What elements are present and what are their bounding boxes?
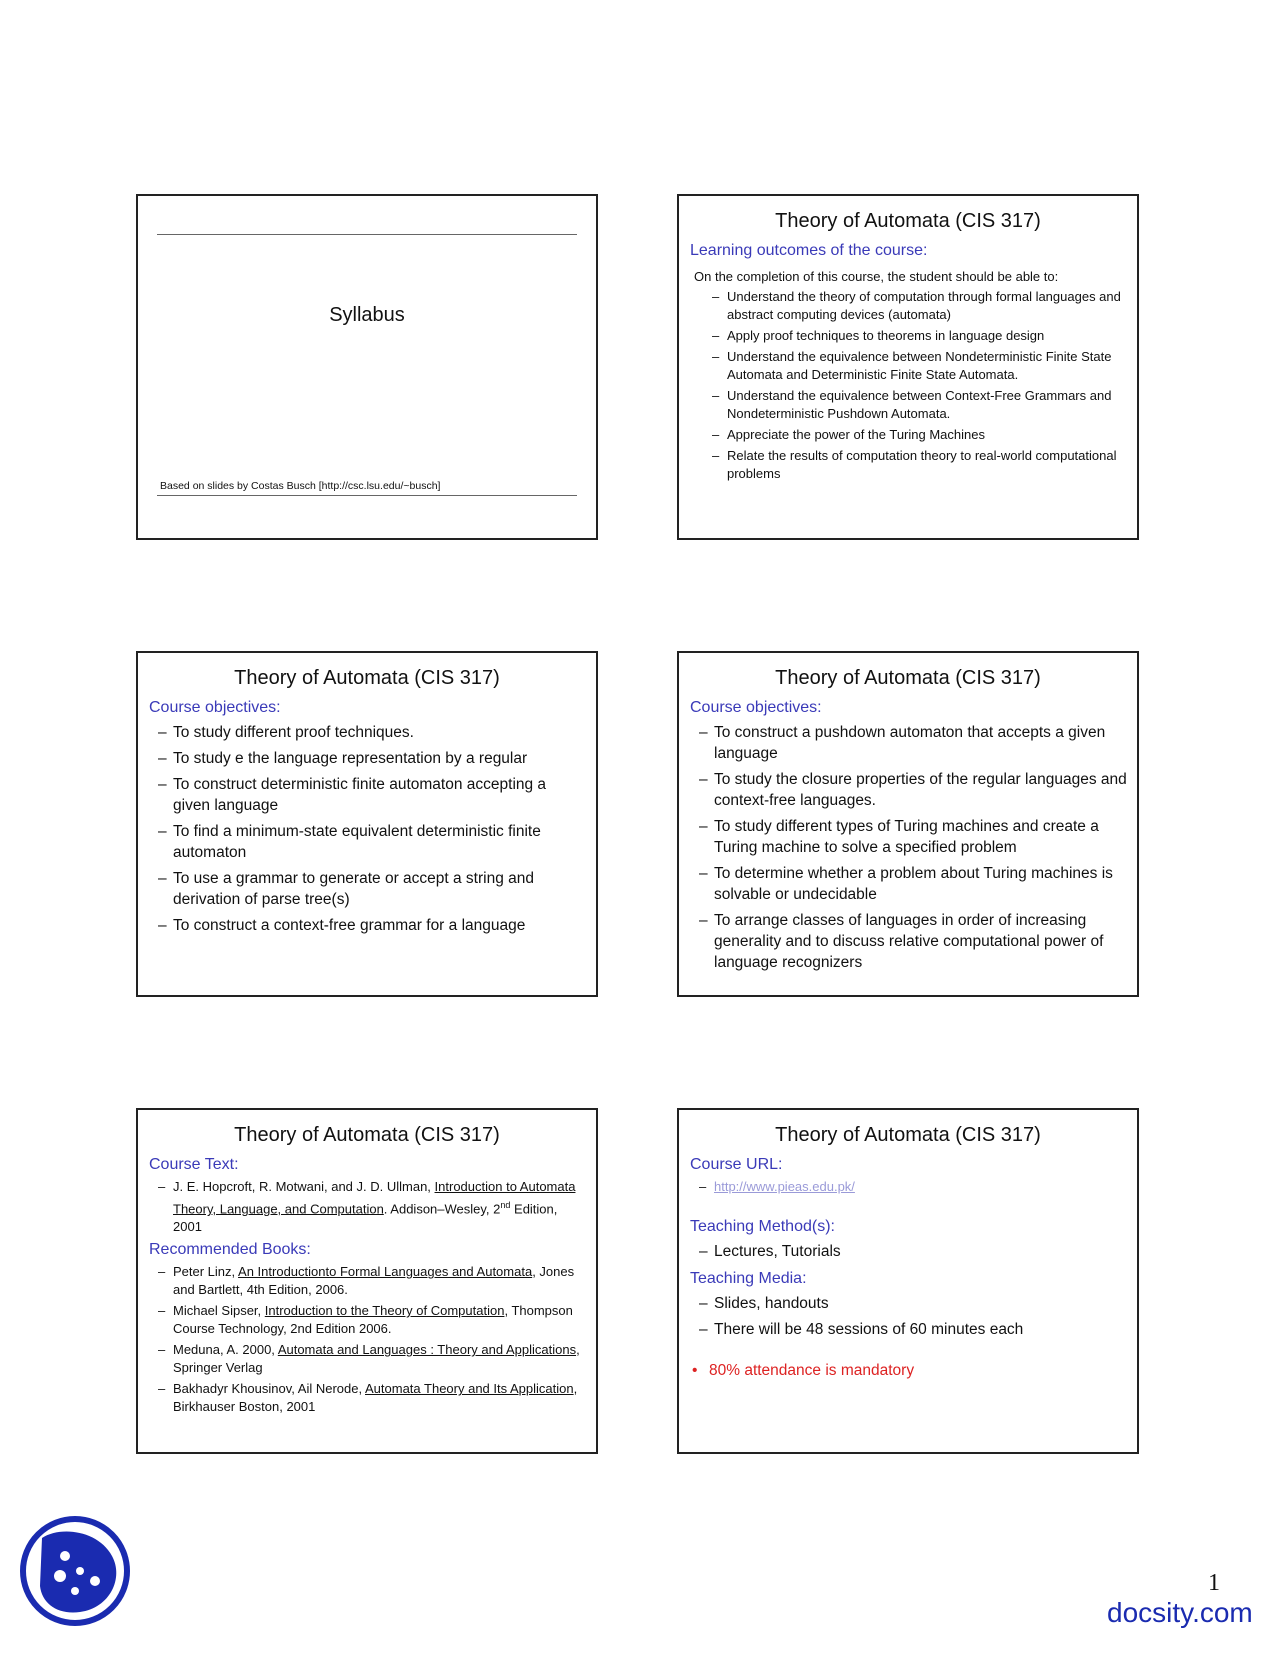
slide-title: Syllabus (329, 304, 405, 326)
list-item: – To study the closure properties of the regular languages and context-free languages. (714, 769, 1127, 811)
list-item: – To construct a pushdown automaton that accepts a given language (714, 722, 1127, 764)
section-heading: Course objectives: (690, 699, 822, 716)
list-item: – To use a grammar to generate or accept a string and derivation of parse tree(s) (173, 868, 586, 910)
ref-authors: J. E. Hopcroft, R. Motwani, and J. D. Ullman, (173, 1179, 435, 1194)
list-item: – There will be 48 sessions of 60 minutes each (714, 1319, 1127, 1340)
section-heading: Course objectives: (149, 699, 281, 716)
book-title: An Introductionto Formal Languages and Automata (238, 1264, 533, 1280)
list-item: – To study different types of Turing machines and create a Turing machine to solve a specified problem (714, 816, 1127, 858)
course-text-list (138, 1178, 596, 1236)
list-item: – Understand the equivalence between Context-Free Grammars and Nondeterministic Pushdown Automata. (727, 387, 1127, 423)
book-title: Automata Theory and Its Application (365, 1381, 574, 1397)
slide-5 (136, 1108, 598, 1454)
books-list (138, 1263, 596, 1416)
list-item: – To study different proof techniques. (173, 722, 586, 743)
list-item: – To determine whether a problem about Turing machines is solvable or undecidable (714, 863, 1127, 905)
book-author: Meduna, A. 2000, (173, 1342, 278, 1358)
book-details: , Thompson Course Technology, 2nd Edition 2006. (173, 1303, 573, 1337)
alert-text: 80% attendance is mandatory (709, 1362, 915, 1379)
book-author: Peter Linz, (173, 1264, 239, 1280)
list-item (173, 1178, 586, 1236)
list-item: – To construct a context-free grammar for a language (173, 915, 586, 936)
objectives-list (138, 722, 596, 936)
book-title: Automata and Languages : Theory and Applications (277, 1342, 577, 1358)
bottom-rule (157, 495, 577, 496)
book-author: Bakhadyr Khousinov, Ail Nerode, (173, 1381, 365, 1397)
list-item (714, 1178, 1127, 1196)
docsity-logo-icon (20, 1516, 130, 1626)
list-item: – Slides, handouts (714, 1293, 1127, 1314)
course-url-heading: Course URL: (690, 1156, 783, 1173)
media-list (679, 1293, 1137, 1340)
bullet-icon: • (692, 1362, 698, 1379)
book-title: Introduction to the Theory of Computation (264, 1303, 505, 1319)
list-item: – Understand the theory of computation through formal languages and abstract computing devices (automata) (727, 288, 1127, 324)
list-item: – To construct deterministic finite automaton accepting a given language (173, 774, 586, 816)
teaching-media-heading: Teaching Media: (690, 1270, 807, 1287)
book-details: , Springer Verlag (173, 1342, 580, 1376)
recommended-books-heading: Recommended Books: (149, 1241, 311, 1259)
slide-6 (677, 1108, 1139, 1454)
list-item (173, 1302, 586, 1338)
list-item: – Lectures, Tutorials (714, 1241, 1127, 1262)
ref-tail: Edition, 2001 (173, 1201, 558, 1235)
url-list (679, 1178, 1137, 1196)
slide-title: Theory of Automata (CIS 317) (234, 667, 500, 689)
book-details: , Jones and Bartlett, 4th Edition, 2006. (173, 1264, 575, 1298)
course-text-heading: Course Text: (149, 1156, 239, 1173)
slide-title: Theory of Automata (CIS 317) (775, 667, 1041, 689)
slide-title: Theory of Automata (CIS 317) (775, 1124, 1041, 1146)
ref-superscript: nd (500, 1200, 511, 1210)
list-item: – Relate the results of computation theory to real-world computational problems (727, 447, 1127, 483)
list-item: – To arrange classes of languages in order of increasing generality and to discuss relative computational power of language recognizers (714, 910, 1127, 973)
ref-publisher: . Addison–Wesley, 2 (383, 1201, 501, 1217)
book-author: Michael Sipser, (173, 1303, 265, 1319)
list-item: – Understand the equivalence between Nondeterministic Finite State Automata and Deterministic Finite State Automata. (727, 348, 1127, 384)
slide-4 (677, 651, 1139, 997)
intro-text: On the completion of this course, the student should be able to: (694, 269, 1059, 284)
list-item: – To find a minimum-state equivalent deterministic finite automaton (173, 821, 586, 863)
list-item: – Apply proof techniques to theorems in language design (727, 327, 1127, 345)
top-rule (157, 234, 577, 235)
slide-title: Theory of Automata (CIS 317) (775, 210, 1041, 232)
teaching-method-heading: Teaching Method(s): (690, 1218, 835, 1235)
page-number: 1 (1208, 1570, 1220, 1596)
book-details: , Birkhauser Boston, 2001 (173, 1381, 578, 1415)
objectives-list (679, 722, 1137, 973)
list-item (173, 1380, 586, 1416)
slide-3 (136, 651, 598, 997)
slide-2 (677, 194, 1139, 540)
course-url-link[interactable]: http://www.pieas.edu.pk/ (714, 1179, 855, 1194)
attendance-alert (692, 1362, 1137, 1380)
list-item: – Appreciate the power of the Turing Machines (727, 426, 1127, 444)
brand-wordmark[interactable]: docsity.com (1107, 1597, 1253, 1628)
list-item (173, 1263, 586, 1299)
list-item: – To study e the language representation by a regular (173, 748, 586, 769)
ref-book-title: Introduction to Automata Theory, Language, and Computation (173, 1179, 576, 1217)
slide-footer-credit: Based on slides by Costas Busch [http://csc.lsu.edu/~busch] (160, 480, 441, 492)
method-list (679, 1241, 1137, 1262)
list-item (173, 1341, 586, 1377)
slide-1 (136, 194, 598, 540)
section-heading: Learning outcomes of the course: (690, 242, 928, 259)
outcomes-list (679, 288, 1137, 483)
slide-title: Theory of Automata (CIS 317) (234, 1124, 500, 1146)
